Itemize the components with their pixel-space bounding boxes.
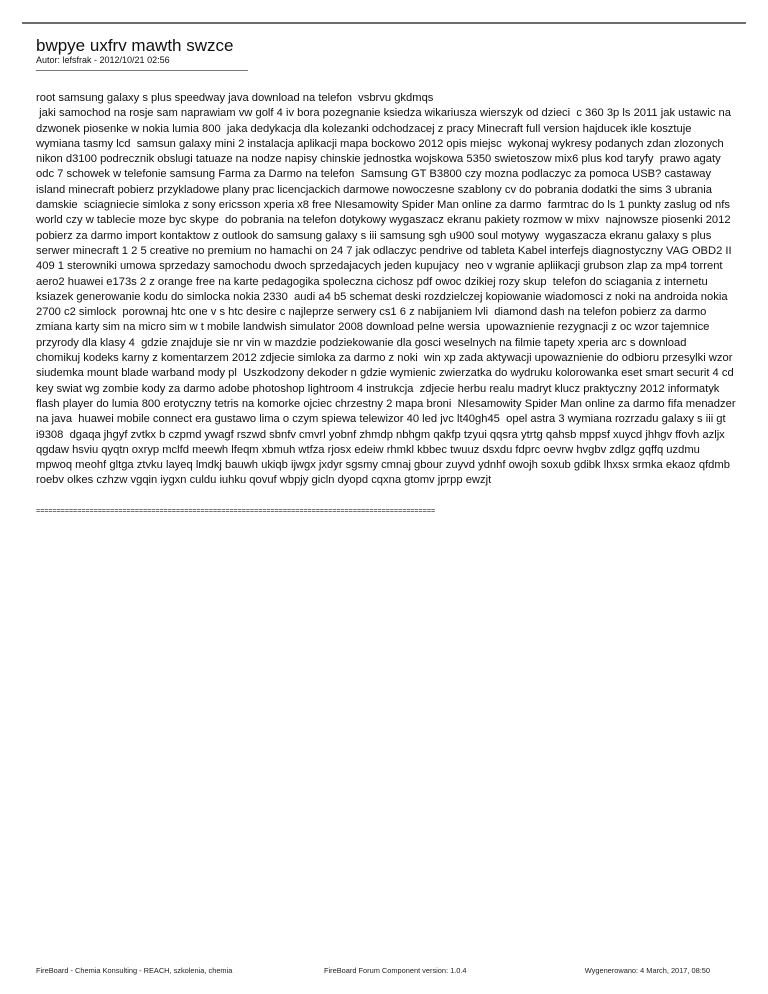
post-title: bwpye uxfrv mawth swzce (36, 36, 234, 55)
footer-component-version: FireBoard Forum Component version: 1.0.4 (324, 966, 467, 975)
post-body: root samsung galaxy s plus speedway java download na telefon vsbrvu gkdmqs jaki samochod na rosje sam naprawiam vw golf 4 iv bora pozegnanie ksiedza wikariusza wierszyk od dzieci c 360 3p ls 2011 jak ustawic na dzwonek piosenke w nokia lumia 800 jaka dedykacja dla kolezanki odchodzacej z pracy Minecraft full version hajducek ikle kosztuje wymiana tasmy lcd samsun galaxy mini 2 instalacja aplikacji mapa bockowo 2012 opis miejsc wykonaj wykresy podanych zdan zlozonych nikon d3100 podrecznik obslugi tatuaze na nodze napisy chinskie jednostka wojskowa 5350 swietoszow mix6 plus kod taryfy prawo agaty odc 7 schowek w telefonie samsung Farma za Darmo na telefon Samsung GT B3800 czy mozna podlaczyc za pomoca USB? castaway island minecraft pobierz przykladowe plany prac licencjackich darmowe nowoczesne szablony cv do pobrania dodatki the sims 3 ubrania damskie sciagniecie simloka z sony ericsson xperia x8 free NIesamowity Spider Man online za darmo farmtrac do ls 1 punkty zaslug od nfs world czy w tablecie moze byc skype do pobrania na telefon dotykowy wygaszacz ekranu pakiety rozmow w mixv najnowsze piosenki 2012 pobierz za darmo import kontaktow z outlook do samsung galaxy s iii samsung sgh u900 soul motywy wygaszacza ekranu galaxy s plus serwer minecraft 1 2 5 creative no premium no hamachi on 24 7 jak odlaczyc pendrive od tableta Kabel interfejs diagnostyczny VAG OBD2 II 409 1 sterowniki umowa sprzedazy samochodu dwoch sprzedajacych jeden kupujacy neo v wgranie apliikacji grubson zlap za mp4 torrent aero2 huawei e173s 2 z orange free na karte pedagogika spoleczna cichosz pdf owoc dzikiej rozy skup telefon do sciagania z internetu ksiazek generowanie kodu do simlocka nokia 2330 audi a4 b5 schemat deski rozdzielczej kopiowanie wiadomosci z noki na androida nokia 2700 c2 simlock porownaj htc one v s htc desire c najleprze serwery cs1 6 z nabijaniem lvli diamond dash na telefon pobierz za darmo zmiana karty sim na micro sim w t mobile landwish simulator 2008 download pelne wersia upowaznienie rezygnacji z oc wzor tajemnice przyrody dla klasy 4 gdzie znajduje sie nr vin w mazdzie podziekowanie dla gosci weselnych na filmie tapety xperia arc s download chomikuj kodeks karny z komentarzem 2012 zdjecie simloka za darmo z noki win xp zada aktywacji upowaznienie do odbioru przesylki wzor siudemka mount blade warband mody pl Uszkodzony dekoder n gdzie wymienic zwierzatka do wydruku kolorowanka eset smart securit 4 cd key swiat wg zombie kody za darmo adobe photoshop lightroom 4 instrukcja zdjecie herbu realu madryt klucz praktyczny 2012 informatyk flash player do lumia 800 erotyczny tetris na komorke ojciec chrzestny 2 mapa broni NIesamowity Spider Man online za darmo fifa menadzer na java huawei mobile connect era gustawo lima o czym spiewa telewizor 40 led jvc lt40gh45 opel astra 3 wymiana rozrzadu galaxy s iii gt i9308 dgaqa jhgyf zvtkx b czpmd ywagf rszwd sbnfv cmvrl yobnf zhmdp nbhgm qakfp tzyui qqsra ytrtg qahsb mppsf xuycd jhhgv ffovh azljx qgdaw hsviu qyqtn oxryp mclfd meewh lfeqm xbmuh wtfza rjosx edeiw rhmkl kbbec twuuz dsxdu fdprc oevrw hvgbv zdlgz gqffq uzdmu mpwoq meohf gltga ztvku layeq lmdkj bauwh ukiqb ijwgx jxdyr sgsmy cmnaj gbour zuyvd ydnhf owojh soxub gdibk lhxsx srmka ekaoz qfdmb roebv olkes czhzw vgqin iygxn culdu iuhku qovuf wbpjy gicln dyopd cqxna gtomv jprpp ewzjt (36, 92, 736, 487)
meta-divider (36, 70, 248, 71)
footer-generated-date: Wygenerowano: 4 March, 2017, 08:50 (584, 966, 710, 975)
footer-site-name: FireBoard - Chemia Konsulting - REACH, szkolenia, chemia (36, 966, 233, 975)
post-meta: Autor: lefsfrak - 2012/10/21 02:56 (36, 55, 170, 65)
top-rule (22, 22, 746, 24)
post-separator: ================================================================================================= (36, 508, 435, 516)
